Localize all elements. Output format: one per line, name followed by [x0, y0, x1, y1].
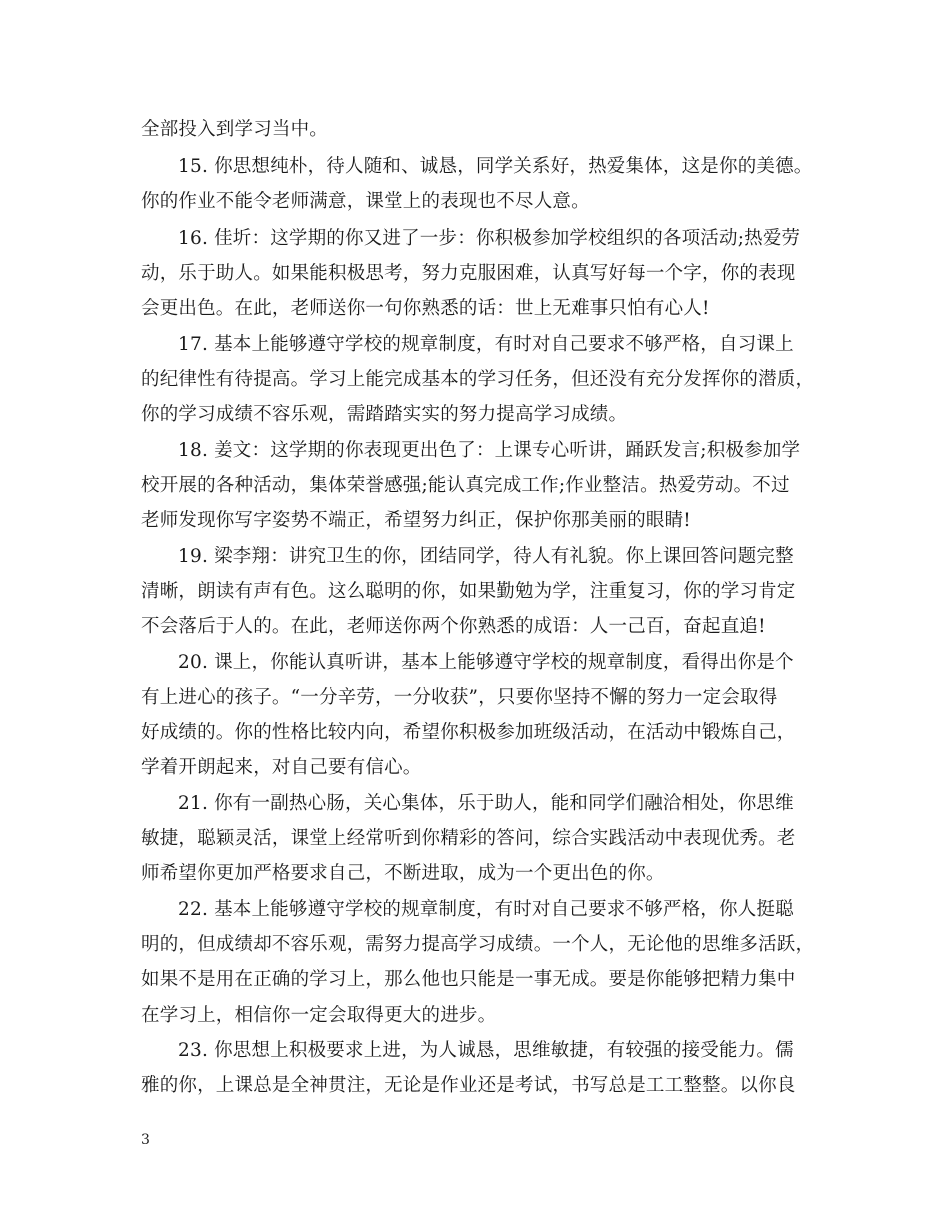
text-line: 清晰，朗读有声有色。这么聪明的你，如果勤勉为学，注重复习，你的学习肯定: [141, 581, 796, 602]
text-line: 在学习上，相信你一定会取得更大的进步。: [141, 1005, 497, 1026]
text-line: 你的学习成绩不容乐观，需踏踏实实的努力提高学习成绩。: [141, 404, 628, 425]
text-line: 不会落后于人的。在此，老师送你两个你熟悉的成语：人一己百，奋起直追!: [141, 616, 766, 637]
text-line: 有上进心的孩子。“一分辛劳，一分收获”，只要你坚持不懈的努力一定会取得: [141, 687, 778, 708]
paragraph-21-start: 21. 你有一副热心肠，关心集体，乐于助人，能和同学们融洽相处，你思维: [178, 793, 794, 814]
text-line: 的纪律性有待提高。学习上能完成基本的学习任务，但还没有充分发挥你的潜质，: [141, 369, 815, 390]
paragraph-19-start: 19. 梁李翔：讲究卫生的你，团结同学，待人有礼貌。你上课回答问题完整: [178, 546, 794, 567]
paragraph-23-start: 23. 你思想上积极要求上进，为人诚恳，思维敏捷，有较强的接受能力。儒: [178, 1040, 794, 1061]
paragraph-16-start: 16. 佳圻：这学期的你又进了一步：你积极参加学校组织的各项活动;热爱劳: [178, 228, 801, 249]
page-number: 3: [141, 1132, 150, 1148]
text-line: 好成绩的。你的性格比较内向，希望你积极参加班级活动，在活动中锻炼自己，: [141, 722, 796, 743]
text-line: 雅的你，上课总是全神贯注，无论是作业还是考试，书写总是工工整整。以你良: [141, 1075, 796, 1096]
text-line: 动，乐于助人。如果能积极思考，努力克服困难，认真写好每一个字，你的表现: [141, 263, 796, 284]
text-line: 如果不是用在正确的学习上，那么他也只能是一事无成。要是你能够把精力集中: [141, 969, 796, 990]
paragraph-18-start: 18. 姜文：这学期的你表现更出色了：上课专心听讲，踊跃发言;积极参加学: [178, 440, 801, 461]
text-line: 你的作业不能令老师满意，课堂上的表现也不尽人意。: [141, 191, 590, 212]
text-line: 老师发现你写字姿势不端正，希望努力纠正，保护你那美丽的眼睛!: [141, 510, 691, 531]
paragraph-17-start: 17. 基本上能够遵守学校的规章制度，有时对自己要求不够严格，自习课上: [178, 334, 794, 355]
text-line: 学着开朗起来，对自己要有信心。: [141, 757, 422, 778]
paragraph-22-start: 22. 基本上能够遵守学校的规章制度，有时对自己要求不够严格，你人挺聪: [178, 899, 794, 920]
paragraph-20-start: 20. 课上，你能认真听讲，基本上能够遵守学校的规章制度，看得出你是个: [178, 652, 794, 673]
text-line: 校开展的各种活动，集体荣誉感强;能认真完成工作;作业整洁。热爱劳动。不过: [141, 475, 790, 496]
text-line: 明的，但成绩却不容乐观，需努力提高学习成绩。一个人，无论他的思维多活跃，: [141, 934, 815, 955]
text-line: 师希望你更加严格要求自己，不断进取，成为一个更出色的你。: [141, 863, 665, 884]
paragraph-15-start: 15. 你思想纯朴，待人随和、诚恳，同学关系好，热爱集体，这是你的美德。: [178, 156, 813, 177]
text-line: 全部投入到学习当中。: [141, 119, 329, 140]
text-line: 敏捷，聪颖灵活，课堂上经常听到你精彩的答问，综合实践活动中表现优秀。老: [141, 828, 796, 849]
text-line: 会更出色。在此，老师送你一句你熟悉的话：世上无难事只怕有心人!: [141, 298, 710, 319]
